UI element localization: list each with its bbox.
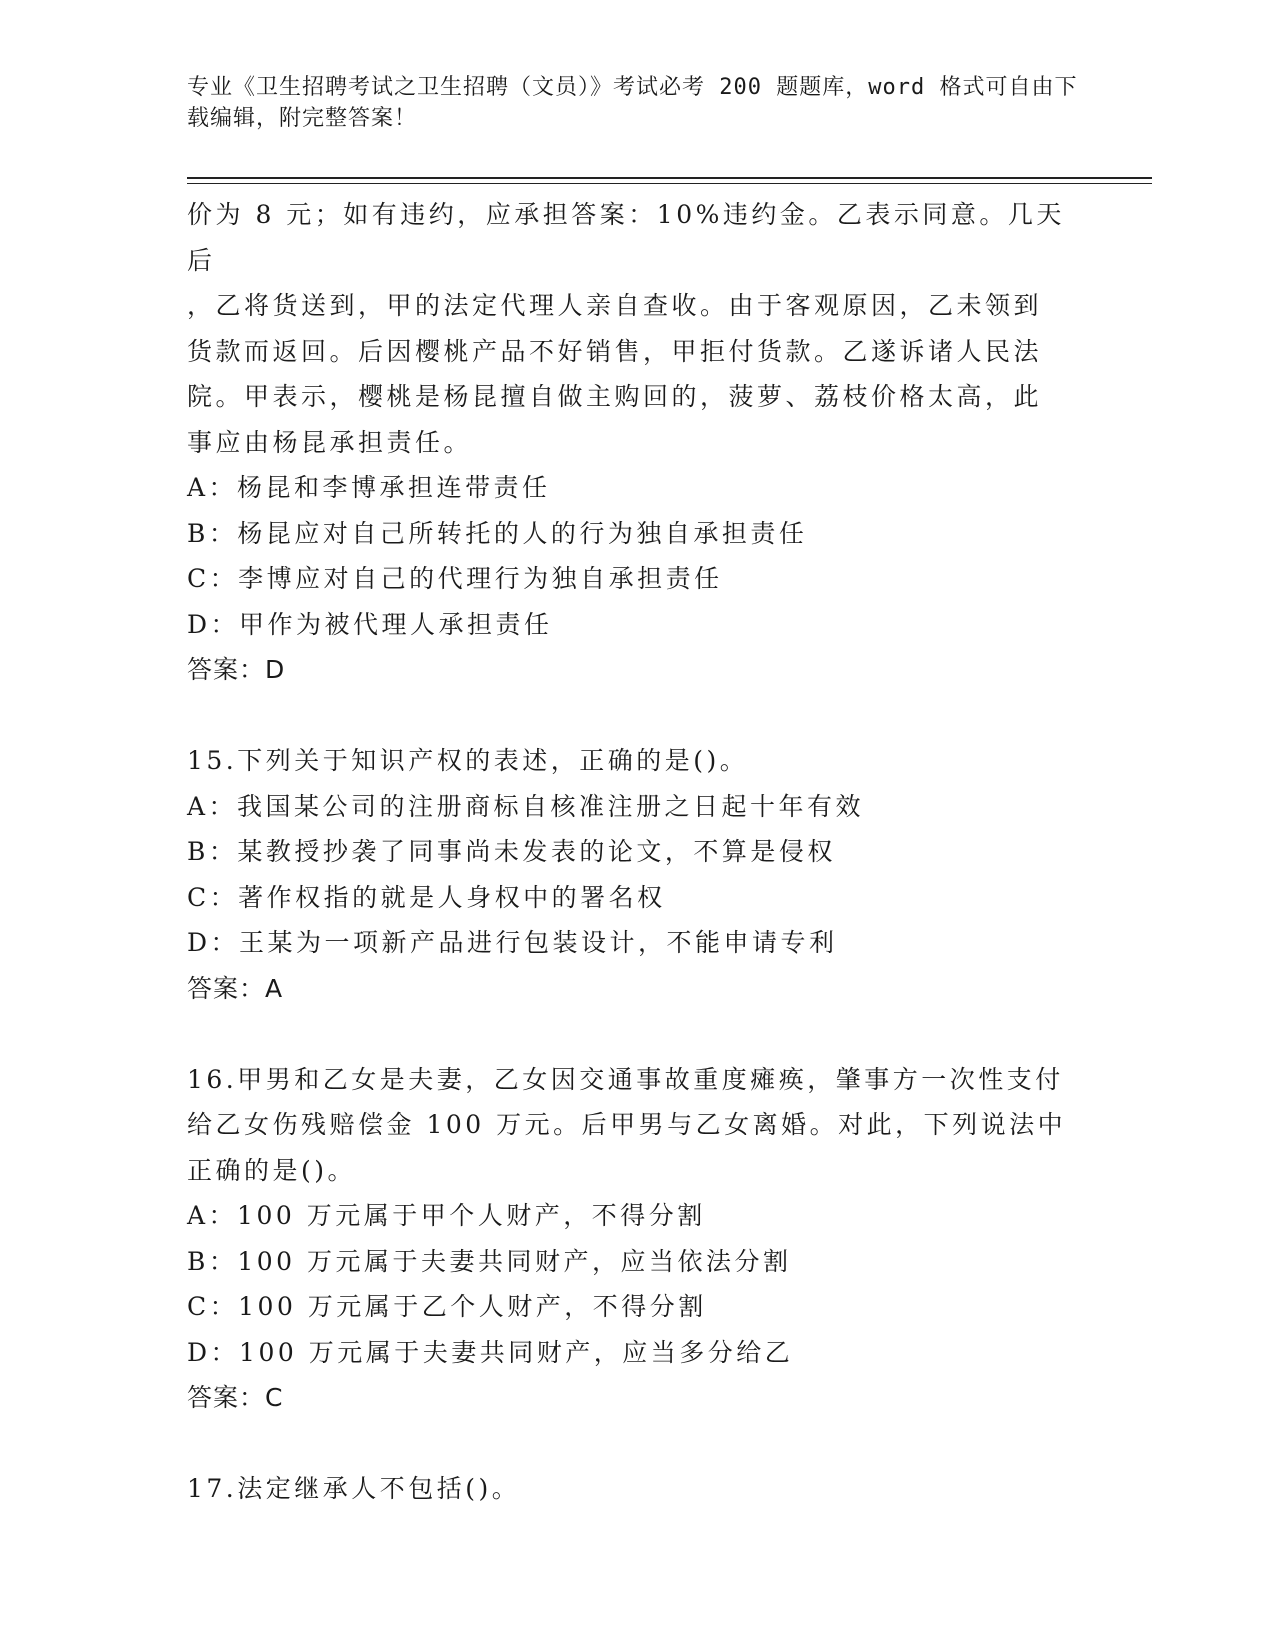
question-15-stem: 15.下列关于知识产权的表述，正确的是()。 bbox=[187, 746, 749, 775]
question-16-option-a: A：100 万元属于甲个人财产，不得分割 bbox=[187, 1201, 706, 1230]
question-15-option-d: D：王某为一项新产品进行包装设计，不能申请专利 bbox=[187, 928, 838, 957]
header-rule-thick bbox=[187, 177, 1152, 179]
question-16-stem-line: 给乙女伤残赔偿金 100 万元。后甲男与乙女离婚。对此，下列说法中 bbox=[187, 1110, 1067, 1139]
question-16-option-c: C：100 万元属于乙个人财产，不得分割 bbox=[187, 1292, 707, 1321]
question-14-line: ，乙将货送到，甲的法定代理人亲自查收。由于客观原因，乙未领到 bbox=[187, 291, 1043, 320]
question-16-block bbox=[187, 1057, 1087, 1421]
question-16-answer: 答案：C bbox=[187, 1383, 284, 1412]
header-rule-thin bbox=[187, 183, 1152, 184]
question-17-block bbox=[187, 1466, 1087, 1512]
document-body bbox=[187, 192, 1087, 1512]
spacer bbox=[187, 693, 1087, 739]
question-14-line: 价为 8 元；如有违约，应承担答案：10%违约金。乙表示同意。几天后 bbox=[187, 200, 1065, 275]
question-15-option-b: B：某教授抄袭了同事尚未发表的论文，不算是侵权 bbox=[187, 837, 836, 866]
question-16-stem-line: 正确的是()。 bbox=[187, 1155, 357, 1185]
question-15-option-c: C：著作权指的就是人身权中的署名权 bbox=[187, 882, 666, 912]
question-15-block bbox=[187, 738, 1087, 1011]
spacer bbox=[187, 1011, 1087, 1057]
question-16-option-d: D：100 万元属于夫妻共同财产，应当多分给乙 bbox=[187, 1337, 794, 1367]
question-14-option-c: C：李博应对自己的代理行为独自承担责任 bbox=[187, 564, 723, 593]
question-14-line: 院。甲表示，樱桃是杨昆擅自做主购回的，菠萝、荔枝价格太高，此 bbox=[187, 382, 1043, 411]
question-14-line: 事应由杨昆承担责任。 bbox=[187, 427, 473, 457]
question-16-stem-line: 16.甲男和乙女是夫妻，乙女因交通事故重度瘫痪，肇事方一次性支付 bbox=[187, 1064, 1064, 1094]
question-14-option-b: B：杨昆应对自己所转托的人的行为独自承担责任 bbox=[187, 518, 808, 548]
question-15-option-a: A：我国某公司的注册商标自核准注册之日起十年有效 bbox=[187, 791, 865, 821]
question-14-line: 货款而返回。后因樱桃产品不好销售，甲拒付货款。乙遂诉诸人民法 bbox=[187, 336, 1043, 366]
question-17-stem: 17.法定继承人不包括()。 bbox=[187, 1474, 521, 1503]
question-14-block bbox=[187, 192, 1087, 693]
question-14-answer: 答案：D bbox=[187, 655, 286, 684]
header-title: 专业《卫生招聘考试之卫生招聘（文员）》考试必考 200 题题库，word 格式可自由下载编辑，附完整答案！ bbox=[187, 75, 1078, 131]
spacer bbox=[187, 1421, 1087, 1467]
question-15-answer: 答案：A bbox=[187, 973, 284, 1003]
question-14-option-a: A：杨昆和李博承担连带责任 bbox=[187, 473, 551, 502]
question-14-option-d: D：甲作为被代理人承担责任 bbox=[187, 609, 553, 639]
document-header bbox=[187, 72, 1087, 134]
question-16-option-b: B：100 万元属于夫妻共同财产，应当依法分割 bbox=[187, 1246, 792, 1276]
